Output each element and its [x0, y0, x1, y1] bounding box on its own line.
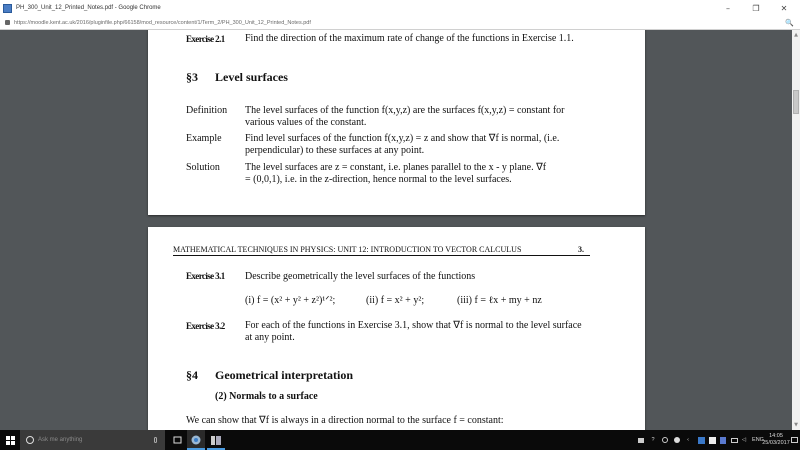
start-button[interactable]: [0, 430, 20, 450]
printer-icon: [638, 438, 644, 443]
task-view-button[interactable]: [167, 430, 187, 450]
window-title: PH_300_Unit_12_Printed_Notes.pdf - Google Chrome: [16, 5, 161, 11]
vertical-scrollbar[interactable]: [792, 30, 800, 430]
section-3-number: §3: [186, 70, 198, 84]
example-line-2: perpendicular) to these surfaces at any point.: [245, 145, 425, 156]
exercise-3-2-label: Exercise 3.2: [186, 321, 225, 331]
example-label: Example: [186, 133, 222, 144]
language-label: ENG: [752, 437, 764, 443]
definition-text: [245, 105, 591, 129]
action-center-button[interactable]: [788, 430, 800, 450]
definition-line-2: various values of the constant.: [245, 117, 367, 128]
body-paragraph: We can show that ∇f is always in a direction normal to the surface f = constant:: [186, 415, 504, 426]
pdf-page-3: [148, 227, 645, 430]
exercise-3-1-text: Describe geometrically the level surfaces of the functions: [245, 271, 476, 282]
scroll-down-arrow-icon[interactable]: ▼: [794, 422, 798, 428]
exercise-3-1-label: Exercise 3.1: [186, 271, 225, 281]
maximize-button[interactable]: ❐: [752, 3, 760, 13]
function-i: (i) f = (x² + y² + z²)¹ᐟ²;: [245, 295, 336, 306]
subsection-title: (2) Normals to a surface: [215, 391, 318, 402]
zoom-icon[interactable]: 🔍: [785, 19, 794, 27]
gear-icon: [662, 437, 668, 443]
taskbar-chrome-button[interactable]: [187, 430, 205, 450]
address-bar[interactable]: [0, 16, 800, 30]
exercise-3-2-line-1: For each of the functions in Exercise 3.1, show that ∇f is normal to the level surface: [245, 320, 582, 331]
pdf-file-icon: [3, 4, 12, 13]
show-hidden-icons-button[interactable]: [683, 430, 693, 450]
scroll-up-arrow-icon[interactable]: ▲: [794, 32, 798, 38]
url-field[interactable]: https://moodle.kent.ac.uk/2016/pluginfile.php/66158/mod_resource/content/1/Term_2/PH_300_Unit_12_Printed_Notes.pdf: [14, 19, 311, 26]
network-icon: [731, 438, 738, 443]
chrome-icon: [191, 435, 201, 445]
chevron-left-icon: ‹: [687, 437, 689, 443]
definition-label: Definition: [186, 105, 228, 116]
globe-tray-icon[interactable]: [672, 430, 682, 450]
file-explorer-icon: [211, 436, 221, 445]
running-header: [173, 245, 590, 256]
solution-label: Solution: [186, 162, 220, 173]
settings-tray-icon[interactable]: [660, 430, 670, 450]
microphone-icon[interactable]: [154, 437, 157, 443]
solution-line-1: The level surfaces are z = constant, i.e. planes parallel to the x - y plane. ∇f: [245, 162, 547, 173]
title-bar: [0, 0, 800, 16]
windows-logo-icon: [6, 436, 15, 445]
task-view-icon: [173, 436, 182, 444]
app-tray-icon-blue[interactable]: [696, 430, 706, 450]
solution-line-2: = (0,0,1), i.e. in the z-direction, hence normal to the level surfaces.: [245, 174, 512, 185]
blue-app-icon: [698, 437, 705, 444]
exercise-2-1-text: Find the direction of the maximum rate of change of the functions in Exercise 1.1.: [245, 33, 574, 44]
lock-icon: [5, 20, 10, 25]
printer-tray-icon[interactable]: [636, 430, 646, 450]
clock-time: 14:05: [769, 433, 783, 439]
globe-icon: [674, 437, 680, 443]
scrollbar-thumb[interactable]: [793, 90, 799, 114]
search-placeholder: Ask me anything: [38, 437, 83, 443]
clock-date: 25/03/2017: [762, 440, 790, 446]
header-title: MATHEMATICAL TECHNIQUES IN PHYSICS: UNIT 12: INTRODUCTION TO VECTOR CALCULUS: [173, 245, 522, 254]
network-tray-icon[interactable]: [729, 430, 739, 450]
minimize-button[interactable]: –: [726, 3, 730, 13]
function-iii: (iii) f = ℓx + my + nz: [457, 295, 542, 306]
example-text: [245, 133, 591, 157]
app-tray-icon-white[interactable]: [707, 430, 717, 450]
exercise-3-2-text: [245, 320, 595, 344]
people-icon: [720, 437, 726, 444]
section-4-title: Geometrical interpretation: [215, 368, 354, 382]
volume-tray-icon[interactable]: [739, 430, 749, 450]
notification-icon: [791, 437, 798, 443]
question-icon: ?: [651, 437, 655, 443]
cortana-icon: [26, 436, 34, 444]
taskbar: [0, 430, 800, 450]
speaker-icon: ◁: [741, 437, 747, 443]
pdf-viewer[interactable]: [0, 30, 792, 430]
white-app-icon: [709, 437, 716, 444]
solution-text: [245, 162, 591, 186]
help-tray-icon[interactable]: [648, 430, 658, 450]
page-number: 3.: [578, 245, 584, 254]
example-line-1: Find level surfaces of the function f(x,y,z) = z and show that ∇f is normal, (i.e.: [245, 133, 560, 144]
section-4-number: §4: [186, 368, 198, 382]
pdf-page-2: [148, 30, 645, 215]
function-ii: (ii) f = x² + y²;: [366, 295, 425, 306]
definition-line-1: The level surfaces of the function f(x,y,z) are the surfaces f(x,y,z) = constant for: [245, 105, 565, 116]
close-button[interactable]: ✕: [780, 3, 788, 13]
people-tray-icon[interactable]: [718, 430, 728, 450]
section-3-title: Level surfaces: [215, 70, 288, 84]
exercise-2-1-label: Exercise 2.1: [186, 34, 225, 44]
clock[interactable]: [762, 430, 790, 450]
taskbar-file-explorer-button[interactable]: [207, 430, 225, 450]
search-box[interactable]: [20, 430, 165, 450]
exercise-3-2-line-2: at any point.: [245, 332, 295, 343]
